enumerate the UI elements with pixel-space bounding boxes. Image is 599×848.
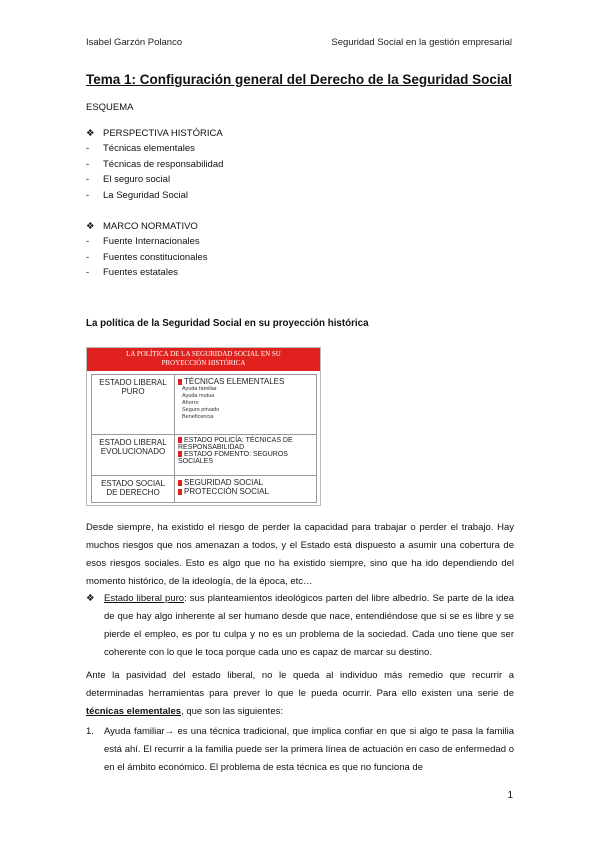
list-item: Fuente Internacionales bbox=[103, 236, 200, 248]
row-label: DE DERECHO bbox=[106, 488, 160, 497]
row-item: ESTADO POLICÍA: TÉCNICAS DE bbox=[184, 437, 293, 444]
dash-marker: - bbox=[86, 143, 90, 155]
row-item: TÉCNICAS ELEMENTALES bbox=[184, 377, 285, 386]
diamond-bullet-icon: ❖ bbox=[86, 593, 95, 604]
list-item: Fuentes constitucionales bbox=[103, 251, 208, 263]
row-item: SOCIALES bbox=[178, 458, 214, 465]
section-marco bbox=[86, 218, 208, 281]
list-item: Técnicas elementales bbox=[103, 143, 195, 155]
term-tecnicas-elementales: técnicas elementales bbox=[86, 706, 182, 717]
diamond-bullet-icon: ❖ bbox=[86, 220, 95, 232]
figure-row-liberal-evolucionado bbox=[91, 434, 317, 477]
row-item: SEGURIDAD SOCIAL bbox=[184, 478, 264, 487]
header-author: Isabel Garzón Polanco bbox=[86, 37, 183, 48]
red-square-icon bbox=[178, 451, 182, 457]
section-heading: MARCO NORMATIVO bbox=[103, 220, 198, 232]
diamond-bullet-icon: ❖ bbox=[86, 127, 95, 139]
row-label: ESTADO LIBERAL bbox=[99, 378, 167, 387]
row-label: EVOLUCIONADO bbox=[100, 447, 166, 456]
paragraph-intro: Desde siempre, ha existido el riesgo de perder la capacidad para trabajar o perder el trabajo. Hay muchos riesgos que nos amenazan a todos, y el Estado está dispuesto a asumir una cobertura de esos riesgos sociales. Esto es algo que no ha existido siempre, sino que ha ido dependiendo del momento histórico, de la ideología, de la época, etc… bbox=[86, 522, 514, 587]
section-perspectiva bbox=[86, 125, 223, 203]
row-item: PROTECCIÓN SOCIAL bbox=[184, 487, 269, 496]
red-square-icon bbox=[178, 489, 182, 495]
row-subitem: Ahorro bbox=[182, 400, 199, 406]
paragraph-liberal-puro bbox=[104, 590, 514, 662]
paragraph-text: Ante la pasividad del estado liberal, no le queda al individuo más remedio que recurrir a determinadas herramientas para prever lo que le pueda ocurrir. Para ello existen una serie de bbox=[86, 670, 514, 699]
figure-banner-line: PROYECCIÓN HISTÓRICA bbox=[161, 359, 246, 367]
list-number: 1. bbox=[86, 726, 94, 737]
dash-marker: - bbox=[86, 174, 90, 186]
dash-marker: - bbox=[86, 189, 90, 201]
red-square-icon bbox=[178, 480, 182, 486]
row-item: ESTADO FOMENTO: SEGUROS bbox=[184, 451, 288, 458]
list-item: La Seguridad Social bbox=[103, 189, 189, 201]
list-item: Técnicas de responsabilidad bbox=[103, 158, 224, 170]
paragraph-text: , que son las siguientes: bbox=[181, 706, 283, 717]
figure-banner-line: LA POLÍTICA DE LA SEGURIDAD SOCIAL EN SU bbox=[126, 350, 281, 358]
section-heading: PERSPECTIVA HISTÓRICA bbox=[103, 127, 223, 139]
red-square-icon bbox=[178, 379, 182, 385]
red-square-icon bbox=[178, 437, 182, 443]
figure-row-liberal-puro bbox=[91, 374, 317, 436]
list-item: El seguro social bbox=[103, 174, 171, 186]
figure-heading: La política de la Seguridad Social en su proyección histórica bbox=[86, 318, 369, 329]
header-course: Seguridad Social en la gestión empresarial bbox=[331, 37, 512, 48]
paragraph-tecnicas bbox=[86, 667, 514, 721]
term-estado-liberal: Estado liberal puro bbox=[104, 593, 185, 604]
dash-marker: - bbox=[86, 267, 90, 279]
row-item: RESPONSABILIDAD bbox=[178, 444, 245, 451]
figure-banner bbox=[87, 348, 320, 371]
dash-marker: - bbox=[86, 251, 90, 263]
dash-marker: - bbox=[86, 158, 90, 170]
historical-policy-figure bbox=[86, 347, 321, 506]
esquema-label: ESQUEMA bbox=[86, 102, 134, 113]
row-subitem: Seguro privado bbox=[182, 407, 220, 413]
page-title: Tema 1: Configuración general del Derecho de la Seguridad Social bbox=[86, 72, 512, 87]
row-subitem: Beneficencia bbox=[182, 414, 214, 420]
row-label: ESTADO SOCIAL bbox=[101, 479, 165, 488]
row-label: ESTADO LIBERAL bbox=[99, 438, 167, 447]
dash-marker: - bbox=[86, 236, 90, 248]
list-item: Fuentes estatales bbox=[103, 267, 178, 279]
row-subitem: Ayuda familiar bbox=[182, 386, 217, 392]
row-subitem: Ayuda mutua bbox=[182, 393, 215, 399]
figure-row-social-derecho bbox=[91, 475, 317, 503]
row-label: PURO bbox=[121, 387, 145, 396]
page-number: 1 bbox=[507, 790, 513, 801]
numbered-item-ayuda-familiar: Ayuda familiar→ es una técnica tradicional, que implica confiar en que si algo te pasa la familia está ahí. El recurrir a la familia puede ser la primera línea de actuación en caso de enfermedad o en el ámbito económico. El problema de esta técnica es que no funciona de bbox=[104, 726, 514, 773]
paragraph-text: : sus planteamientos ideológicos parten del libre albedrío. Se parte de la idea de que hay algo inherente al ser humano desde que nace, entendiéndose que si se es libre y se pierde el empleo, es por tu culpa y no es un problema de la sociedad. Cada uno tiene que ser coherente con lo que le toca porque cada uno es capaz de marcar su destino. bbox=[104, 593, 514, 658]
